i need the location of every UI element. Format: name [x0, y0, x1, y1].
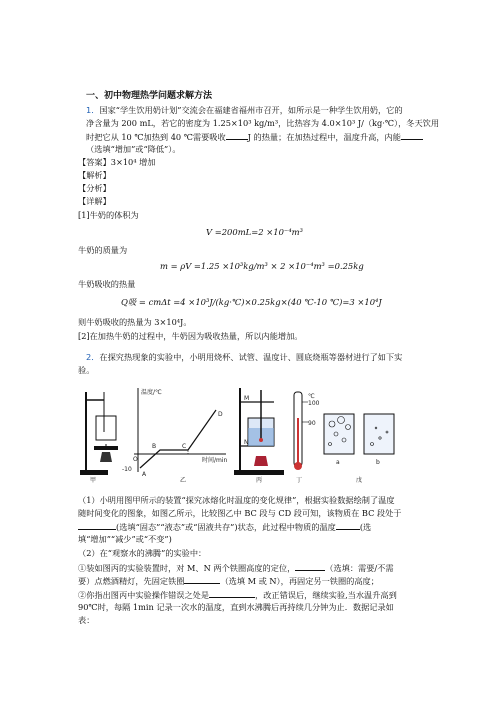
q1-fenxi: 【分析】 — [78, 183, 111, 193]
q2-p2-text-3a: 要）点燃酒精灯，先固定铁圈 — [78, 576, 185, 586]
q1-answer: 【答案】3×10⁴ 增加 — [78, 157, 156, 167]
scale-celsius: ℃ — [308, 393, 315, 400]
q1-number: 1． — [86, 105, 100, 115]
q1-eq-heat: Q吸 = cmΔt =4 ×10³J/(kg·℃)×0.25kg×(40 ℃-10 ℃)=3 ×10⁴J — [121, 297, 382, 307]
fig-label-jia: 甲 — [90, 477, 97, 484]
experiment-figures — [78, 382, 408, 484]
q1-step3: 牛奶吸收的热量 — [78, 279, 136, 289]
q2-p2-text-4b: ，改正错误后，继续实验,当水温升高到 — [255, 590, 397, 600]
graph-tick-neg10: -10 — [122, 466, 132, 473]
q1-blank-2 — [401, 130, 423, 140]
q2-p1-line3 — [78, 520, 371, 533]
q2-number: 2． — [86, 352, 100, 362]
q2-p1-text-3a: (选填“固态”“液态”或“固液共存”)状态，此过程中物质的温度 — [116, 522, 336, 532]
q1-line2: 净含量为 200 mL，若它的密度为 1.25×10³ kg/m³，比热容为 4.0×10³ J/（kg·℃），冬天饮用 — [86, 118, 440, 128]
q2-p2-line4 — [78, 588, 397, 601]
q2-p2-line5: 90℃时，每隔 1min 记录一次水的温度，直到水沸腾后再持续几分钟为止．数据记录如 — [78, 602, 394, 612]
fig-label-wu: 戊 — [356, 477, 363, 484]
section-title: 一、初中物理热学问题求解方法 — [86, 91, 213, 101]
q1-line1 — [86, 104, 403, 116]
fig-label-bing: 丙 — [256, 477, 263, 484]
q2-blank-1 — [78, 520, 116, 530]
q1-text-line1: 国家“学生饮用奶计划”交流会在福建省福州市召开，如所示是一种学生饮用奶，它的 — [99, 105, 403, 115]
q1-step2: 牛奶的质量为 — [78, 245, 128, 255]
q1-eq-mass: m = ρV =1.25 ×10³kg/m³ × 2 ×10⁻⁴m³ =0.25kg — [160, 261, 364, 271]
q1-result: 则牛奶吸收的热量为 3×10⁴J。 — [78, 317, 192, 327]
q1-text-line3b: J 的热量；在加热过程中，温度升高，内能 — [247, 132, 401, 142]
beaker-label-b: b — [376, 459, 380, 466]
graph-point-A: A — [142, 471, 147, 478]
q1-text-line3a: 时把它从 10 ℃加热到 40 ℃需要吸收 — [86, 132, 226, 142]
q1-blank-1 — [226, 130, 248, 140]
beaker-label-a: a — [336, 459, 340, 466]
q2-blank-2 — [336, 520, 360, 530]
fig-label-yi: 乙 — [180, 477, 187, 484]
q1-eq-volume: V =200mL=2 ×10⁻⁴m³ — [206, 227, 303, 237]
ring-label-N: N — [244, 439, 249, 446]
q1-step1: [1]牛奶的体积为 — [78, 210, 139, 220]
q2-blank-4 — [184, 574, 220, 584]
q1-step4: [2]在加热牛奶的过程中，牛奶因为吸收热量，所以内能增加。 — [78, 331, 303, 341]
figure-ding-thermometer — [294, 392, 320, 484]
scale-100: 100 — [308, 400, 320, 407]
q2-p2-line3 — [78, 574, 379, 587]
q1-xiangjie: 【详解】 — [78, 196, 111, 206]
axis-label-temp: 温度/℃ — [141, 389, 162, 396]
q2-p2-text-2b: （选填：需要/不需 — [325, 563, 394, 573]
q2-p1-line1: （1）小明用图甲所示的装置“探究冰熔化时温度的变化规律”，根据实验数据绘制了温度 — [78, 495, 395, 505]
graph-point-D: D — [218, 411, 223, 418]
figure-wu — [324, 414, 394, 484]
q2-p1-text-3b: (选 — [359, 522, 372, 532]
figure-yi-graph — [122, 388, 228, 484]
scale-90: 90 — [308, 420, 316, 427]
figure-jia — [80, 392, 118, 484]
q2-p2-text-2a: ①装如图丙的实验装置时，对 M、N 两个铁圈高度的定位， — [78, 563, 296, 573]
q1-line4: （选填“增加”或“降低”）。 — [86, 144, 181, 154]
q2-p1-line4: 填“增加”“减少”或“不变”) — [78, 534, 172, 544]
q2-intro-line2: 验。 — [78, 365, 95, 375]
q2-p2-text-4a: ②你指出图丙中实验操作错误之处是 — [78, 590, 210, 600]
q2-blank-3 — [295, 561, 325, 571]
q2-p2-line6: 表： — [78, 615, 95, 625]
fig-label-ding: 丁 — [296, 477, 303, 484]
q2-p2-line2 — [78, 561, 394, 574]
q2-p2-line1: （2）在“观察水的沸腾”的实验中： — [78, 548, 207, 558]
q1-line3 — [86, 130, 423, 143]
figure-bing — [234, 388, 284, 484]
q2-blank-5 — [209, 588, 255, 598]
axis-label-time: 时间/min — [202, 457, 228, 464]
graph-origin: O — [133, 456, 138, 463]
q2-intro-text: 在探究热现象的实验中，小明用烧杯、试管、温度计、圆底烧瓶等器材进行了如下实 — [99, 352, 403, 362]
q1-jiexi: 【解析】 — [78, 170, 111, 180]
q2-p2-text-3b: （选填 M 或 N），再固定另一铁圈的高度； — [220, 576, 379, 586]
ring-label-M: M — [244, 395, 250, 402]
graph-point-B: B — [152, 443, 157, 450]
q2-intro-line1 — [86, 351, 402, 363]
graph-point-C: C — [182, 443, 187, 450]
q2-p1-line2: 随时间变化的图象，如图乙所示，比较图乙中 BC 段与 CD 段可知，该物质在 BC 段处于 — [78, 508, 402, 518]
